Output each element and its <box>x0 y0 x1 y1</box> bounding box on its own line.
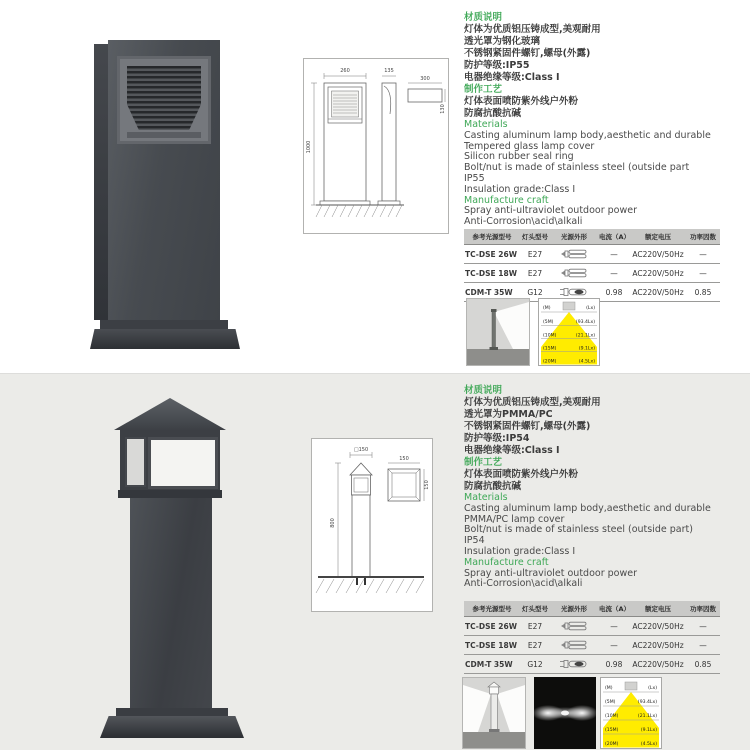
lux-unit-left: (M) <box>543 306 551 311</box>
lux-cone-diagram <box>538 298 600 366</box>
light-glow-photo <box>534 677 596 749</box>
lamp-model: TC-DSE 18W <box>464 264 520 283</box>
lamp-base: E27 <box>520 264 550 283</box>
bollard-lantern <box>120 430 220 490</box>
lux-value: (93.4Lx) <box>637 700 657 705</box>
lamp-model: CDM-T 35W <box>464 283 520 302</box>
lamp-spec-table-1 <box>464 229 720 302</box>
lamp-source-symbol <box>625 682 637 690</box>
lux-cone-chart-1 <box>538 298 600 366</box>
spec-line: 防腐抗酸抗碱 <box>464 481 522 492</box>
lamp-power-factor: — <box>686 617 720 636</box>
lux-distance: (10M) <box>605 714 619 719</box>
col-header: 电流（A） <box>598 601 630 617</box>
spec-text-2 <box>464 385 750 590</box>
lux-distance: (5M) <box>543 320 554 325</box>
dimension-drawing-1 <box>304 59 448 233</box>
col-header: 额定电压 <box>630 229 686 245</box>
lamp-power-factor: — <box>686 245 720 264</box>
spec-line: Insulation grade:Class I <box>464 545 576 557</box>
lantern-glass-front <box>148 437 218 489</box>
lux-cone-chart-2 <box>600 677 662 749</box>
lamp-current: 0.98 <box>598 283 630 302</box>
lamp-current: — <box>598 245 630 264</box>
lux-distance: (15M) <box>605 728 619 733</box>
spec-line: 灯体表面喷防紫外线户外粉 <box>464 469 579 480</box>
lamp-current: 0.98 <box>598 655 630 674</box>
bollard-window-sill <box>127 132 201 138</box>
lamp-model: TC-DSE 26W <box>464 245 520 264</box>
bollard-beam-diagram <box>463 678 525 748</box>
spec-line: PMMA/PC lamp cover <box>464 513 565 525</box>
dim-front-width: □150 <box>353 447 369 453</box>
bollard-louver-recess <box>127 66 201 130</box>
lux-value: (21.1Lx) <box>637 714 657 719</box>
lamp-voltage: AC220V/50Hz <box>630 264 686 283</box>
lantern-glass-side <box>125 437 146 487</box>
lamp-source-symbol <box>563 302 575 310</box>
lux-distance: (5M) <box>605 700 616 705</box>
bollard-base-plate <box>90 329 240 349</box>
material-heading-cn: 材质说明 <box>464 12 503 23</box>
lux-value: (21.1Lx) <box>575 333 595 339</box>
lamp-current: — <box>598 264 630 283</box>
col-header: 额定电压 <box>630 601 686 617</box>
lamp-power-factor: 0.85 <box>686 655 720 674</box>
lux-value: (4.5Lx) <box>578 359 595 365</box>
materials-heading-en: Materials <box>464 492 508 503</box>
lamp-base: G12 <box>520 283 550 302</box>
table-row <box>464 617 720 636</box>
product-section-1 <box>0 0 750 373</box>
dim-front-width: 260 <box>340 68 350 74</box>
craft-heading-en: Manufacture craft <box>464 556 549 568</box>
dim-side-width: 135 <box>384 68 394 74</box>
spec-line: 透光罩为钢化玻璃 <box>464 36 541 47</box>
col-header: 电流（A） <box>598 229 630 245</box>
product-photo-rect-bollard <box>88 14 260 352</box>
cfl-lamp-icon <box>559 621 589 631</box>
bollard-beam-diagram <box>467 299 529 365</box>
bollard-front-face <box>108 40 220 322</box>
cfl-lamp-icon <box>559 268 589 278</box>
dimension-drawing-2 <box>312 439 432 611</box>
lamp-shape-cell <box>550 655 598 674</box>
lamp-spec-table-2 <box>464 601 720 674</box>
beam-illustration-1 <box>466 298 530 366</box>
bollard-column <box>130 498 212 710</box>
spec-line: Bolt/nut is made of stainless steel (outside part <box>464 162 690 174</box>
lamp-power-factor: 0.85 <box>686 283 720 302</box>
spec-line: Spray anti-ultraviolet outdoor power <box>464 567 637 579</box>
lux-distance: (15M) <box>543 346 557 352</box>
spec-line: Bolt/nut is made of stainless steel (outside part) <box>464 524 693 536</box>
spec-line: 灯体为优质铝压铸成型,美观耐用 <box>464 397 601 408</box>
craft-heading-cn: 制作工艺 <box>464 457 503 468</box>
lamp-base: E27 <box>520 245 550 264</box>
lamp-shape-cell <box>550 264 598 283</box>
table-row <box>464 264 720 283</box>
lux-value: (93.4Lx) <box>575 320 595 325</box>
spec-line: 电器绝缘等级:Class I <box>464 445 560 456</box>
lamp-power-factor: — <box>686 264 720 283</box>
material-heading-cn: 材质说明 <box>464 385 503 396</box>
lux-value: (9.1Lx) <box>578 346 595 352</box>
spec-line: IP55 <box>464 172 485 184</box>
col-header: 光源外形 <box>550 229 598 245</box>
spec-line: Casting aluminum lamp body,aesthetic and durable <box>464 502 711 514</box>
spec-line: Spray anti-ultraviolet outdoor power <box>464 205 637 217</box>
spec-line: 灯体为优质铝压铸成型,美观耐用 <box>464 24 601 35</box>
lamp-shape-cell <box>550 636 598 655</box>
product-section-2 <box>0 373 750 750</box>
lamp-current: — <box>598 617 630 636</box>
spec-line: Insulation grade:Class I <box>464 183 576 195</box>
table-header-row <box>464 229 720 245</box>
lamp-model: CDM-T 35W <box>464 655 520 674</box>
dim-top-width: 150 <box>399 456 409 462</box>
spec-line: 防护等级:IP54 <box>464 433 530 444</box>
spec-line: 不锈钢紧固件螺钉,螺母(外露) <box>464 48 591 59</box>
cfl-lamp-icon <box>559 249 589 259</box>
spec-text-1 <box>464 12 750 228</box>
spec-line: Tempered glass lamp cover <box>464 140 595 152</box>
technical-drawing-1 <box>303 58 449 234</box>
lux-value: (9.1Lx) <box>640 728 657 733</box>
bollard-plinth <box>100 320 228 330</box>
lamp-voltage: AC220V/50Hz <box>630 636 686 655</box>
col-header: 灯头型号 <box>520 229 550 245</box>
dim-height: 800 <box>330 518 336 528</box>
craft-heading-cn: 制作工艺 <box>464 84 503 95</box>
lamp-base: E27 <box>520 617 550 636</box>
lux-value: (4.5Lx) <box>640 742 657 747</box>
col-header: 灯头型号 <box>520 601 550 617</box>
spec-line: IP54 <box>464 535 485 547</box>
dim-top-depth: 150 <box>424 480 430 490</box>
product-photo-pyramid-bollard <box>86 396 254 750</box>
lamp-current: — <box>598 636 630 655</box>
table-row <box>464 636 720 655</box>
cfl-lamp-icon <box>559 640 589 650</box>
lamp-voltage: AC220V/50Hz <box>630 245 686 264</box>
spec-line: Silicon rubber seal ring <box>464 151 574 163</box>
dim-top-depth: 130 <box>440 104 446 114</box>
table-row <box>464 655 720 674</box>
lux-unit-right: (Lx) <box>648 686 657 691</box>
beam-illustration-2 <box>462 677 526 749</box>
spec-line: Casting aluminum lamp body,aesthetic and durable <box>464 129 711 141</box>
lux-distance: (10M) <box>543 333 557 339</box>
bollard-base-plate <box>100 716 244 738</box>
spec-line: 防腐抗酸抗碱 <box>464 108 522 119</box>
lamp-shape-cell <box>550 245 598 264</box>
dim-top-length: 300 <box>420 76 430 82</box>
lamp-base: G12 <box>520 655 550 674</box>
spec-line: 透光罩为PMMA/PC <box>464 409 553 420</box>
lux-distance: (20M) <box>605 742 619 747</box>
spec-line: Anti-Corrosion\acid\alkali <box>464 216 583 228</box>
lamp-voltage: AC220V/50Hz <box>630 617 686 636</box>
spec-line: 灯体表面喷防紫外线户外粉 <box>464 96 579 107</box>
bollard-pyramid-cap <box>114 398 226 430</box>
metal-halide-lamp-icon <box>559 659 589 669</box>
dim-height: 1000 <box>306 140 312 154</box>
lamp-voltage: AC220V/50Hz <box>630 283 686 302</box>
col-header: 光源外形 <box>550 601 598 617</box>
craft-heading-en: Manufacture craft <box>464 194 549 206</box>
col-header: 功率因数 <box>686 229 720 245</box>
lux-unit-right: (Lx) <box>586 306 595 311</box>
metal-halide-lamp-icon <box>559 287 589 297</box>
lamp-power-factor: — <box>686 636 720 655</box>
technical-drawing-2 <box>311 438 433 612</box>
spec-line: Anti-Corrosion\acid\alkali <box>464 578 583 590</box>
materials-heading-en: Materials <box>464 119 508 130</box>
lamp-model: TC-DSE 18W <box>464 636 520 655</box>
spec-line: 电器绝缘等级:Class I <box>464 72 560 83</box>
col-header: 功率因数 <box>686 601 720 617</box>
lux-unit-left: (M) <box>605 686 613 691</box>
table-header-row <box>464 601 720 617</box>
spec-line: 不锈钢紧固件螺钉,螺母(外露) <box>464 421 591 432</box>
col-header: 参考光源型号 <box>464 601 520 617</box>
lamp-voltage: AC220V/50Hz <box>630 655 686 674</box>
col-header: 参考光源型号 <box>464 229 520 245</box>
lux-distance: (20M) <box>543 359 557 365</box>
bollard-collar <box>118 490 222 498</box>
lamp-model: TC-DSE 26W <box>464 617 520 636</box>
bollard-lamp-window <box>117 56 211 144</box>
lamp-shape-cell <box>550 617 598 636</box>
lux-cone-diagram <box>600 677 662 749</box>
table-row <box>464 245 720 264</box>
night-lighting-photo <box>534 677 596 749</box>
lamp-base: E27 <box>520 636 550 655</box>
spec-line: 防护等级:IP55 <box>464 60 530 71</box>
